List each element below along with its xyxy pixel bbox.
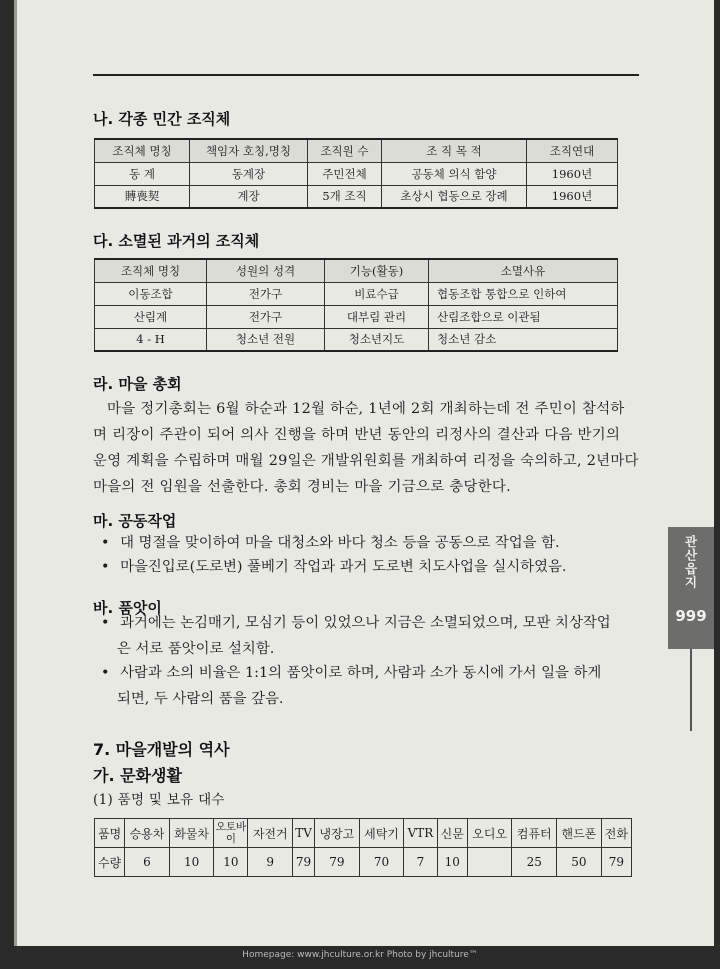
t1-header: 조직연대 — [527, 139, 618, 162]
bullet-icon: • — [101, 665, 110, 681]
list-item — [101, 660, 651, 712]
table-cell: 수량 — [95, 848, 125, 877]
t4-header: 핸드폰 — [557, 819, 602, 848]
t4-header: 전화 — [601, 819, 631, 848]
table-cell: 주민전체 — [308, 162, 382, 185]
table-cell: 협동조합 통합으로 인하여 — [429, 282, 618, 305]
table-cell: 전가구 — [207, 282, 325, 305]
t1-header: 조직원 수 — [308, 139, 382, 162]
table-cell: 70 — [359, 848, 404, 877]
chapter-side-tab — [668, 527, 714, 649]
table-row — [95, 848, 632, 877]
table-cell: 5개 조직 — [308, 185, 382, 208]
table-cell: 공동체 의식 함양 — [382, 162, 527, 185]
t2-header: 조직체 명칭 — [95, 259, 207, 282]
table-cell: 79 — [315, 848, 360, 877]
table-cell: 동 계 — [95, 162, 190, 185]
table-cell: 79 — [601, 848, 631, 877]
t4-header: 화물차 — [169, 819, 214, 848]
paragraph-line: 마을 정기총회는 6월 하순과 12월 하순, 1년에 2회 개최하는데 전 주민이 참석하 — [107, 401, 625, 417]
section-7-title: 7. 마을개발의 역사 — [93, 740, 230, 759]
table-cell: 6 — [125, 848, 170, 877]
table-cell: 산림조합으로 이관됨 — [429, 305, 618, 328]
t4-header: 품명 — [95, 819, 125, 848]
table-cell: 10 — [437, 848, 467, 877]
table-cell: 1960년 — [527, 185, 618, 208]
section-ga-title: 가. 문화생활 — [93, 766, 182, 785]
top-rule — [93, 74, 639, 76]
list-item-text: 은 서로 품앗이로 설치함. — [117, 641, 275, 657]
table-cell: 25 — [512, 848, 557, 877]
list-item — [101, 530, 641, 556]
table-cell: 비료수급 — [325, 282, 429, 305]
page-number: 999 — [675, 607, 707, 625]
table-cell: 7 — [404, 848, 437, 877]
table-cell: 賻喪契 — [95, 185, 190, 208]
t4-header: 신문 — [437, 819, 467, 848]
paragraph-line: 마을의 전 임원을 선출한다. 총회 경비는 마을 기금으로 충당한다. — [93, 479, 511, 495]
t2-header: 기능(활동) — [325, 259, 429, 282]
t4-header: 자전거 — [248, 819, 293, 848]
table-cell: 10 — [214, 848, 248, 877]
table-cell: 4 - H — [95, 328, 207, 351]
side-tab-rule — [690, 649, 692, 731]
table-row — [95, 328, 618, 351]
paragraph-line: 며 리장이 주관이 되어 의사 진행을 하며 반년 동안의 리정사의 결산과 다음 반기의 — [93, 427, 621, 443]
t4-header: 세탁기 — [359, 819, 404, 848]
section-ma-title: 마. 공동작업 — [93, 512, 177, 530]
section-ra-title: 라. 마을 총회 — [93, 375, 182, 393]
table-cell: 산림계 — [95, 305, 207, 328]
list-item — [101, 610, 651, 662]
subsection-title: (1) 품명 및 보유 대수 — [93, 792, 225, 808]
t2-header: 소멸사유 — [429, 259, 618, 282]
table-cell: 동계장 — [190, 162, 308, 185]
dissolved-organization-table — [94, 258, 618, 352]
table-cell: 청소년 전원 — [207, 328, 325, 351]
paragraph-line: 운영 계획을 수립하며 매월 29일은 개발위원회를 개최하여 리정을 숙의하고, 2년마다 — [93, 453, 639, 469]
list-item-text: 마을진입로(도로변) 풀베기 작업과 과거 도로변 치도사업을 실시하였음. — [120, 559, 567, 575]
table-row — [95, 162, 618, 185]
table-cell: 1960년 — [527, 162, 618, 185]
section-da-title: 다. 소멸된 과거의 조직체 — [93, 232, 260, 250]
list-item — [101, 554, 641, 580]
t4-header: TV — [293, 819, 315, 848]
household-goods-table — [94, 818, 632, 877]
t4-header: 냉장고 — [315, 819, 360, 848]
table-cell: 초상시 협동으로 장례 — [382, 185, 527, 208]
table-row — [95, 305, 618, 328]
bullet-icon: • — [101, 559, 110, 575]
photo-credit-footer: Homepage: www.jhculture.or.kr Photo by jhculture™ — [242, 950, 478, 960]
table-cell: 계장 — [190, 185, 308, 208]
table-cell: 이동조합 — [95, 282, 207, 305]
list-item-text: 사람과 소의 비율은 1:1의 품앗이로 하며, 사람과 소가 동시에 가서 일을 하게 — [120, 665, 602, 681]
t4-header: VTR — [404, 819, 437, 848]
t1-header: 조직체 명칭 — [95, 139, 190, 162]
document-page — [14, 0, 714, 946]
table-cell: 10 — [169, 848, 214, 877]
section-na-title: 나. 각종 민간 조직체 — [93, 110, 231, 128]
t4-header: 승용차 — [125, 819, 170, 848]
t4-header: 오디오 — [467, 819, 512, 848]
list-item-text: 대 명절을 맞이하여 마을 대청소와 바다 청소 등을 공동으로 작업을 함. — [120, 535, 560, 551]
table-cell: 청소년 감소 — [429, 328, 618, 351]
side-tab-label: 관산읍지 — [683, 535, 698, 589]
table-cell: 50 — [557, 848, 602, 877]
section-ba-title: 바. 품앗이 — [93, 599, 162, 617]
table-cell: 전가구 — [207, 305, 325, 328]
table-cell — [467, 848, 512, 877]
t2-header: 성원의 성격 — [207, 259, 325, 282]
meeting-paragraph — [93, 396, 653, 500]
bullet-icon: • — [101, 535, 110, 551]
table-row — [95, 282, 618, 305]
t1-header: 조 직 목 적 — [382, 139, 527, 162]
t4-header: 컴퓨터 — [512, 819, 557, 848]
table-cell: 청소년지도 — [325, 328, 429, 351]
bullet-icon: • — [101, 615, 110, 631]
list-item-text: 되면, 두 사람의 품을 갚음. — [117, 691, 284, 707]
t4-header: 오토바이 — [214, 819, 248, 848]
table-cell: 9 — [248, 848, 293, 877]
list-item-text: 과거에는 논김매기, 모심기 등이 있었으나 지금은 소멸되었으며, 모판 치상작업 — [120, 615, 611, 631]
t1-header: 책임자 호칭,명칭 — [190, 139, 308, 162]
organization-table — [94, 138, 618, 209]
table-cell: 79 — [293, 848, 315, 877]
table-row — [95, 185, 618, 208]
table-cell: 대부림 관리 — [325, 305, 429, 328]
